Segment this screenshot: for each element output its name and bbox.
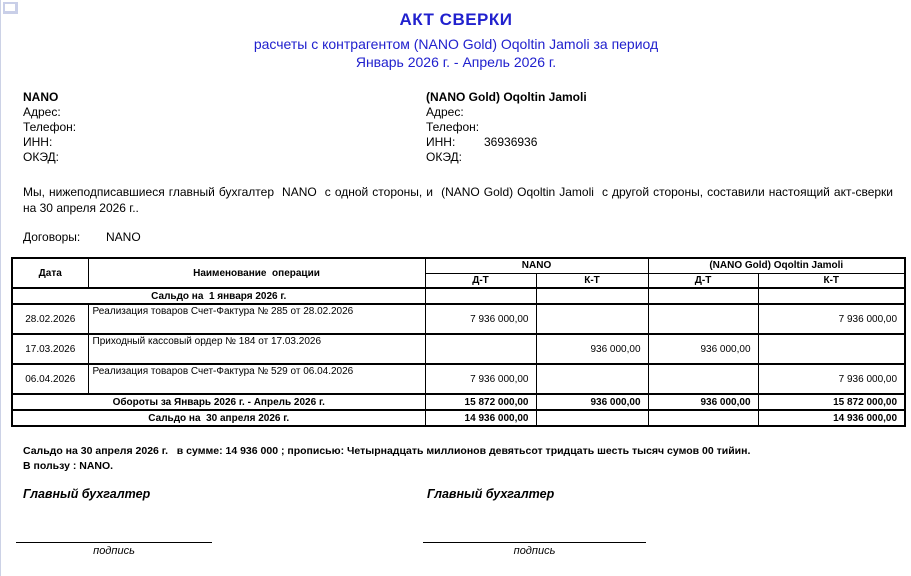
- party-left-inn: ИНН:: [23, 135, 53, 149]
- turnover-value: 936 000,00: [648, 394, 758, 410]
- closing-balance-value: [536, 410, 648, 426]
- party-right-inn: ИНН: 36936936: [426, 135, 538, 149]
- closing-balance-row: [12, 410, 905, 426]
- subtitle-line-1: расчеты с контрагентом (NANO Gold) Oqoltin Jamoli за период: [253, 36, 659, 52]
- row-amount: 7 936 000,00: [758, 304, 905, 334]
- row-amount: 7 936 000,00: [425, 364, 536, 394]
- turnover-value: 15 872 000,00: [758, 394, 905, 410]
- row-amount: [536, 304, 648, 334]
- row-date: 17.03.2026: [12, 334, 88, 364]
- closing-balance-value: 14 936 000,00: [425, 410, 536, 426]
- party-left: [23, 90, 426, 165]
- reconciliation-table: [11, 257, 906, 427]
- contracts-line: [23, 230, 911, 244]
- opening-balance-value: [536, 288, 648, 304]
- row-amount: [536, 364, 648, 394]
- opening-balance-label: Сальдо на 1 января 2026 г.: [12, 288, 425, 304]
- page-icon: [3, 2, 18, 14]
- row-amount: [758, 334, 905, 364]
- row-amount: [648, 304, 758, 334]
- contracts-value: NANO: [106, 230, 141, 244]
- table-row: [12, 304, 905, 334]
- opening-balance-row: [12, 288, 905, 304]
- party-left-name: NANO: [23, 90, 59, 104]
- closing-balance-label: Сальдо на 30 апреля 2026 г.: [12, 410, 425, 426]
- row-amount: 7 936 000,00: [425, 304, 536, 334]
- opening-balance-value: [648, 288, 758, 304]
- row-amount: 936 000,00: [536, 334, 648, 364]
- closing-balance-value: 14 936 000,00: [758, 410, 905, 426]
- col-group-contragent: (NANO Gold) Oqoltin Jamoli: [648, 258, 905, 273]
- turnover-row: [12, 394, 905, 410]
- preamble-text: Мы, нижеподписавшиеся главный бухгалтер NANO с одной стороны, и (NANO Gold) Oqoltin Jamoli с другой стороны, составили настоящий акт-сверки на 30 апреля 2026 г..: [23, 185, 897, 215]
- party-right-address: Адрес:: [426, 105, 464, 119]
- signature-line-right: [423, 542, 646, 543]
- table-row: [12, 364, 905, 394]
- turnover-value: 15 872 000,00: [425, 394, 536, 410]
- subtitle-line-2: Январь 2026 г. - Апрель 2026 г.: [355, 54, 557, 70]
- row-date: 06.04.2026: [12, 364, 88, 394]
- document-title: АКТ СВЕРКИ: [399, 10, 513, 29]
- col-header-date: Дата: [12, 258, 88, 288]
- summary-line-2: В пользу : NANO.: [23, 460, 114, 472]
- row-operation: Реализация товаров Счет-Фактура № 285 от 28.02.2026: [88, 304, 425, 334]
- row-amount: 7 936 000,00: [758, 364, 905, 394]
- summary-line-1: Сальдо на 30 апреля 2026 г. в сумме: 14 936 000 ; прописью: Четырнадцать миллионов девятьсот тридцать шесть тысяч сумов 00 тийин.: [23, 445, 751, 457]
- col-header-debit-1: Д-Т: [425, 273, 536, 288]
- chief-accountant-title-right: Главный бухгалтер: [427, 487, 555, 501]
- col-header-operation: Наименование операции: [88, 258, 425, 288]
- chief-accountant-title-left: Главный бухгалтер: [23, 487, 151, 501]
- signatures-block: [1, 487, 911, 576]
- party-right-oked: ОКЭД:: [426, 150, 463, 164]
- row-date: 28.02.2026: [12, 304, 88, 334]
- opening-balance-value: [425, 288, 536, 304]
- summary-block: [23, 444, 891, 474]
- col-group-nano: NANO: [425, 258, 648, 273]
- parties-block: [23, 90, 911, 165]
- party-left-address: Адрес:: [23, 105, 61, 119]
- col-header-debit-2: Д-Т: [648, 273, 758, 288]
- row-operation: Приходный кассовый ордер № 184 от 17.03.2026: [88, 334, 425, 364]
- signature-caption-right: подпись: [513, 545, 556, 557]
- row-amount: [648, 364, 758, 394]
- turnover-label: Обороты за Январь 2026 г. - Апрель 2026 г.: [12, 394, 425, 410]
- party-right: [426, 90, 911, 165]
- contracts-label: Договоры:: [23, 230, 81, 244]
- turnover-value: 936 000,00: [536, 394, 648, 410]
- row-amount: 936 000,00: [648, 334, 758, 364]
- col-header-credit-2: К-Т: [758, 273, 905, 288]
- row-operation: Реализация товаров Счет-Фактура № 529 от 06.04.2026: [88, 364, 425, 394]
- signature-line-left: [16, 542, 212, 543]
- table-row: [12, 334, 905, 364]
- col-header-credit-1: К-Т: [536, 273, 648, 288]
- party-right-name: (NANO Gold) Oqoltin Jamoli: [426, 90, 587, 104]
- document-subtitle: [1, 35, 911, 71]
- party-left-oked: ОКЭД:: [23, 150, 60, 164]
- opening-balance-value: [758, 288, 905, 304]
- party-left-phone: Телефон:: [23, 120, 77, 134]
- party-right-phone: Телефон:: [426, 120, 480, 134]
- row-amount: [425, 334, 536, 364]
- signature-caption-left: подпись: [93, 545, 135, 557]
- closing-balance-value: [648, 410, 758, 426]
